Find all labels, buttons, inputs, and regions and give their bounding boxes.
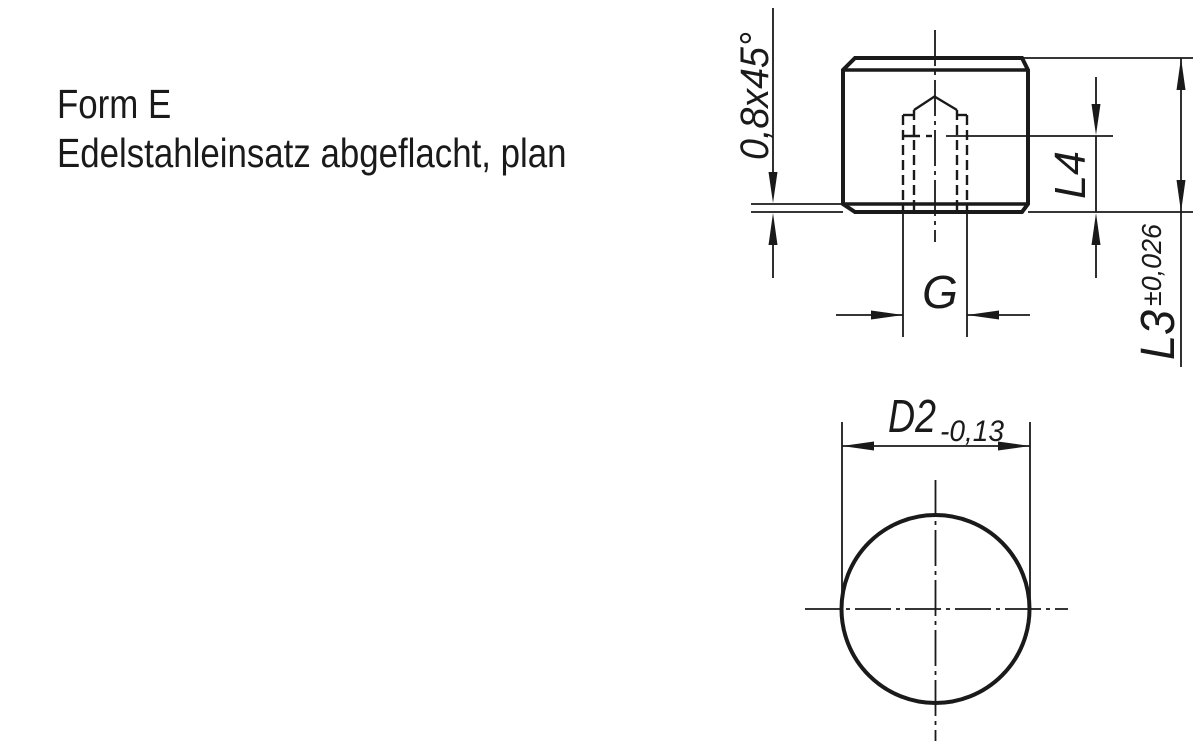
form-title: Form E: [57, 81, 172, 127]
chamfer-arrow-down: [769, 172, 778, 203]
g-arrow-left: [967, 311, 999, 320]
g-dimension-label: G: [922, 266, 958, 318]
d2-tolerance-label: -0,13: [940, 415, 1005, 448]
side-view: [733, 8, 1193, 367]
l3-dimension-label: L3: [1132, 306, 1185, 360]
g-arrow-right: [871, 311, 903, 320]
l4-arrow-down: [1092, 104, 1101, 135]
d2-dimension: [842, 390, 1030, 451]
l4-dimension-label: L4: [1046, 150, 1095, 199]
g-dimension: [836, 266, 1030, 320]
l3-arrow-down: [1177, 180, 1186, 212]
l3-tolerance-label: ±0,026: [1136, 220, 1167, 306]
form-subtitle: Edelstahleinsatz abgeflacht, plan: [57, 130, 567, 176]
chamfer-arrow-up: [769, 213, 778, 245]
chamfer-dimension-label: 0,8x45°: [733, 23, 777, 160]
d2-dimension-label: D2: [888, 390, 936, 442]
extension-lines: [751, 58, 1193, 337]
d2-arrow-left: [842, 442, 874, 451]
l4-arrow-up: [1092, 213, 1101, 245]
l3-arrow-up: [1177, 58, 1186, 90]
top-view: [805, 390, 1068, 741]
l4-dimension: [1046, 77, 1101, 278]
chamfer-dimension: [733, 8, 778, 278]
